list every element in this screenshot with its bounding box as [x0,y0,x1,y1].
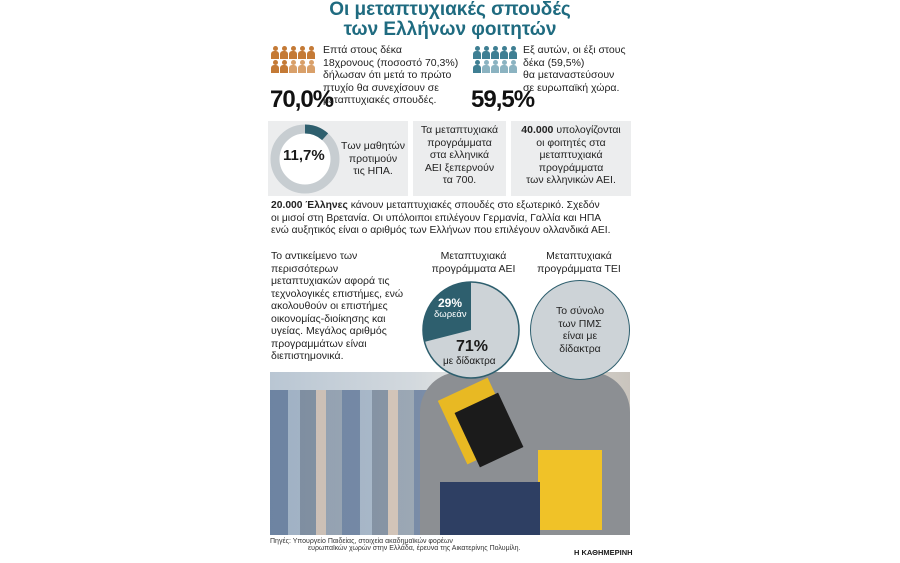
sources: Πηγές: Υπουργείο Παιδείας, στοιχεία ακαδημαϊκών φορέων ευρωπαϊκών χωρών στην Ελλάδα, έρευνα της Αικατερίνης Πολυμίλη. [270,538,521,552]
stat2-text: Εξ αυτών, οι έξι στους δέκα (59,5%) θα μεταναστεύσουν σε ευρωπαϊκή χώρα. [523,44,626,94]
subjects-text: Το αντικείμενο των περισσότερων μεταπτυχιακών αφορά τις τεχνολογικές επιστήμες, ενώ ακολουθούν οι επιστήμες οικονομίας-διοίκησης και υγείας. Μεγάλος αριθμός προγραμμάτων είναι διεπιστημονικά. [271,250,404,362]
tei-text: Το σύνολο των ΠΜΣ είναι με δίδακτρα [555,305,605,355]
person-icon [307,46,315,59]
person-icon [509,60,517,73]
crowd-figures [270,390,440,535]
people-icon-grid-teal [473,46,521,73]
title-line-1: Οι μεταπτυχιακές σπουδές [329,0,571,20]
person-icon [473,46,481,59]
person-icon [280,60,288,73]
person-icon [491,46,499,59]
person-icon [491,60,499,73]
usa-text: Των μαθητών προτιμούν τις ΗΠΑ. [340,140,406,177]
students-text: 40.000 υπολογίζονται οι φοιτητές στα μεταπτυχιακά προγράμματα των ελληνικών ΑΕΙ. [521,124,621,186]
tei-heading: Μεταπτυχιακά προγράμματα ΤΕΙ [537,250,621,275]
abroad-text: 20.000 Έλληνες κάνουν μεταπτυχιακές σπουδές στο εξωτερικό. Σχεδόν οι μισοί στη Βρετανία. Οι υπόλοιποι επιλέγουν Γερμανία, Γαλλία και ΗΠΑ ενώ αυξητικός είναι ο αριθμός των Ελλήνων που επιλέγουν ολλανδικά ΑΕΙ. [271,200,611,236]
aei-paid-value: 71% [456,338,489,355]
aei-paid-label: με δίδακτρα [443,356,496,367]
title-line-2: των Ελλήνων φοιτητών [343,19,557,40]
person-icon [307,60,315,73]
person-icon [500,46,508,59]
stat2-value: 59,5% [471,86,535,113]
usa-value: 11,7% [283,147,325,164]
person-icon [298,60,306,73]
person-icon [280,46,288,59]
stat1-value: 70,0% [270,86,334,113]
abroad-count: 20.000 Έλληνες [271,200,348,211]
people-icon-grid-orange [271,46,319,73]
publisher-logo: Η ΚΑΘΗΜΕΡΙΝΗ [574,548,633,557]
person-icon [500,60,508,73]
aei-free-value: 29% [438,296,463,310]
person-icon [271,46,279,59]
person-icon [482,60,490,73]
programs-text: Τα μεταπτυχιακά προγράμματα στα ελληνικά ΑΕΙ ξεπερνούν τα 700. [420,124,499,186]
students-count: 40.000 [521,124,554,136]
page-title [270,0,630,40]
notebook-yellow [538,450,602,530]
person-icon [482,46,490,59]
person-icon [473,60,481,73]
person-icon [298,46,306,59]
person-icon [509,46,517,59]
jeans [440,482,540,535]
person-icon [289,46,297,59]
aei-free-label: δωρεάν [434,309,467,320]
stat1-text: Επτά στους δέκα 18χρονους (ποσοστό 70,3%) δήλωσαν ότι μετά το πρώτο πτυχίο θα συνεχίσουν σε μεταπτυχιακές σπουδές. [323,44,459,106]
aei-heading: Μεταπτυχιακά προγράμματα ΑΕΙ [431,250,516,275]
person-icon [289,60,297,73]
person-icon [271,60,279,73]
students-photo [270,372,630,535]
